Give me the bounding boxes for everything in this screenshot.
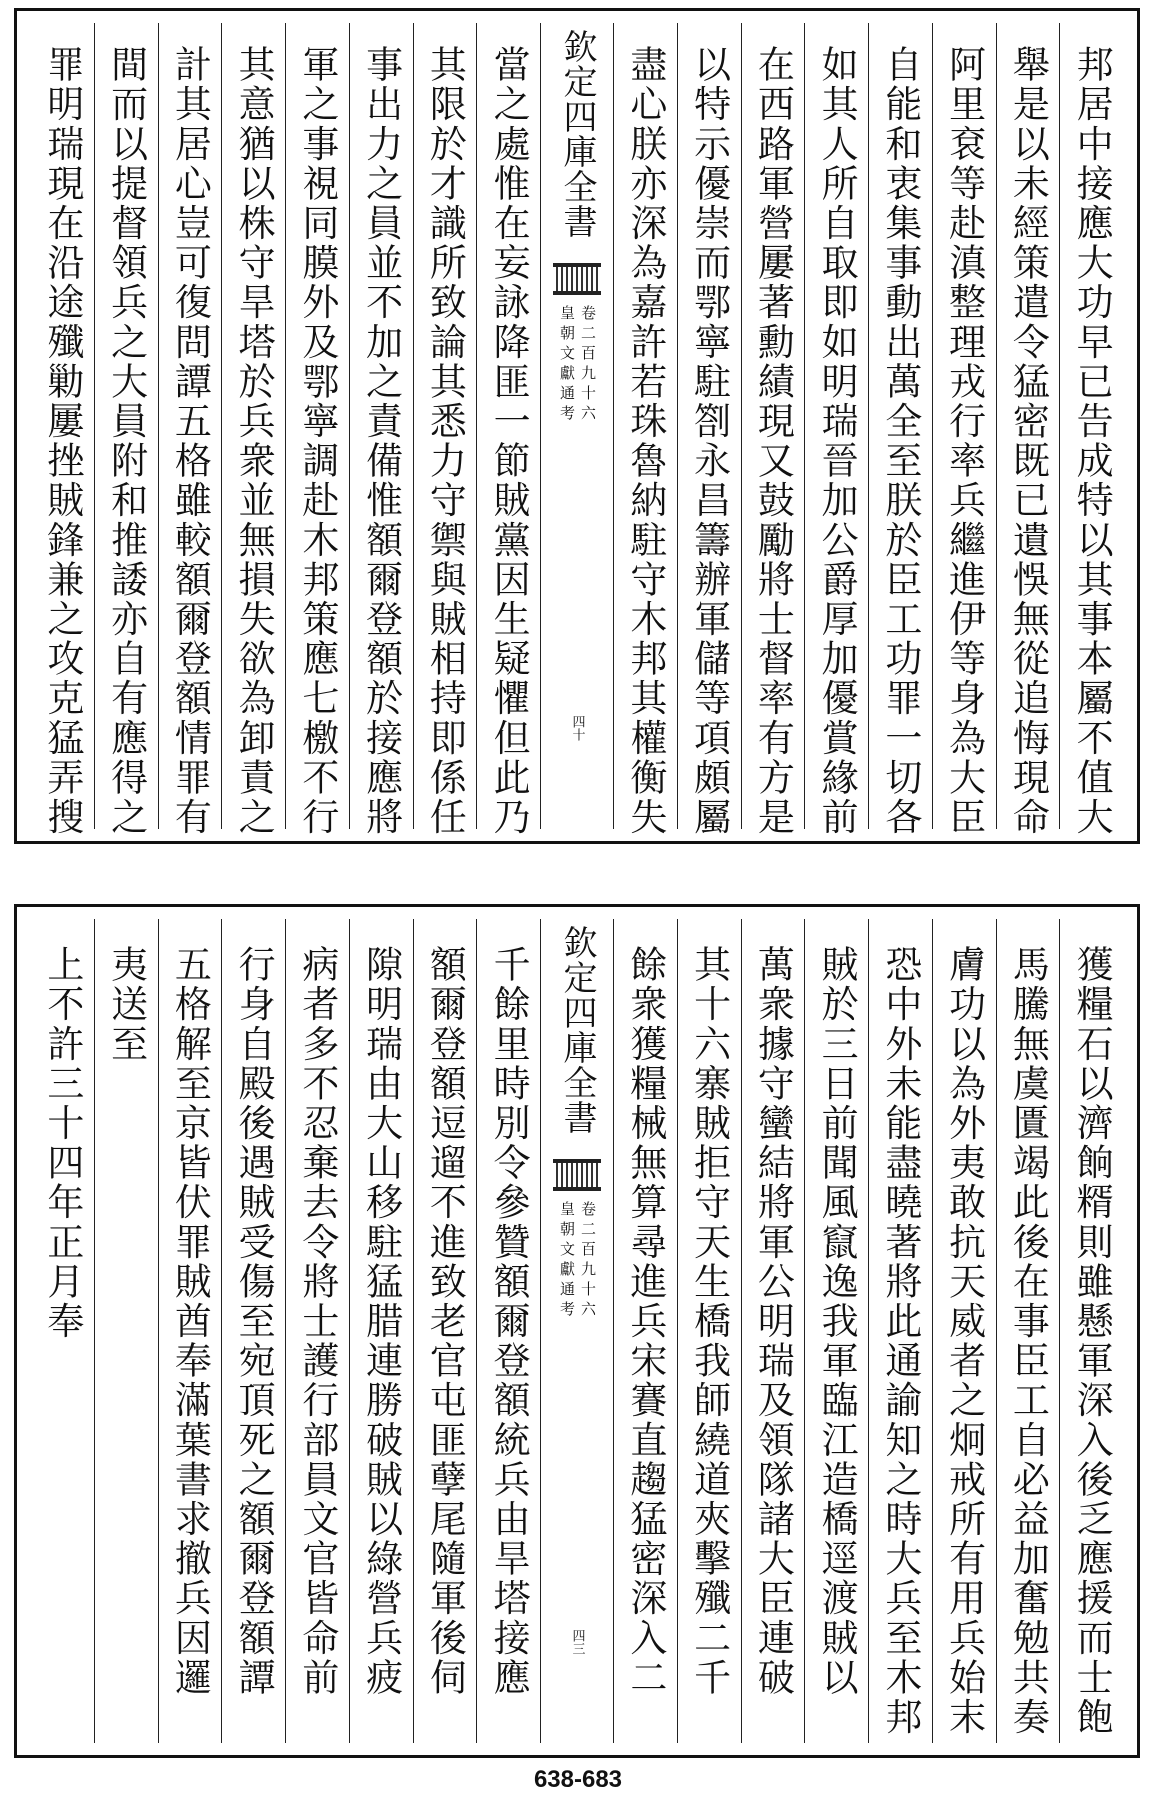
column-text: 夷送至	[104, 945, 148, 1064]
text-column	[221, 919, 285, 1743]
text-column	[1059, 23, 1123, 837]
text-column	[476, 919, 540, 1743]
fishtail-mark-icon	[553, 1159, 601, 1191]
center-fold	[540, 919, 613, 1743]
column-text: 盡心朕亦深為嘉許若珠魯納駐守木邦其權衡失	[623, 45, 667, 837]
text-column	[349, 23, 413, 837]
column-text: 軍之事視同膜外及鄂寧調赴木邦策應七檄不行	[295, 45, 339, 837]
column-text: 以特示優崇而鄂寧駐劄永昌籌辦軍儲等項頗屬	[687, 45, 731, 837]
book-title: 皇朝文獻通考	[558, 1201, 576, 1321]
column-text: 賊於三日前聞風竄逸我軍臨江造橋逕渡賊以	[815, 945, 859, 1698]
text-column	[996, 919, 1060, 1743]
text-column	[476, 23, 540, 837]
text-column	[868, 919, 932, 1743]
column-text: 舉是以未經策遣令猛密既已遺悞無從追悔現命	[1006, 45, 1050, 837]
upper-page-columns	[31, 23, 1123, 837]
lower-page	[14, 904, 1140, 1758]
column-text: 病者多不忍棄去令將士護行部員文官皆命前	[295, 945, 339, 1698]
text-column	[31, 919, 94, 1743]
center-fold	[540, 23, 613, 829]
book-series-title: 欽定四庫全書	[557, 29, 597, 239]
column-text: 事出力之員並不加之責備惟額爾登額於接應將	[359, 45, 403, 837]
column-text: 膚功以為外夷敢抗天威者之炯戒所有用兵始末	[942, 945, 986, 1737]
text-column	[285, 919, 349, 1743]
text-column	[868, 23, 932, 837]
column-text: 阿里袞等赴滇整理戎行率兵繼進伊等身為大臣	[942, 45, 986, 837]
column-text: 上不許三十四年正月奉	[40, 945, 84, 1341]
text-column	[804, 919, 868, 1743]
upper-page	[14, 8, 1140, 844]
column-text: 間而以提督領兵之大員附和推諉亦自有應得之	[104, 45, 148, 837]
column-text: 計其居心豈可復問譚五格雖較額爾登額情罪有	[168, 45, 212, 837]
column-text: 行身自殿後遇賊受傷至宛頂死之額爾登額譚	[232, 945, 276, 1698]
text-column	[413, 919, 477, 1743]
text-column	[613, 23, 677, 837]
column-text: 隙明瑞由大山移駐猛腊連勝破賊以綠營兵疲	[359, 945, 403, 1698]
column-text: 千餘里時別令參贊額爾登額統兵由旱塔接應	[487, 945, 531, 1698]
column-text: 恐中外未能盡曉著將此通諭知之時大兵至木邦	[878, 945, 922, 1737]
text-column	[285, 23, 349, 837]
text-column	[1059, 919, 1123, 1743]
column-text: 五格解至京皆伏罪賊酋奉滿葉書求撤兵因邏	[168, 945, 212, 1698]
text-column	[413, 23, 477, 837]
text-column	[158, 23, 222, 837]
column-text: 如其人所自取即如明瑞晉加公爵厚加優賞緣前	[815, 45, 859, 837]
column-text: 當之處惟在妄詠降匪一節賊黨因生疑懼但此乃	[487, 45, 531, 837]
text-column	[804, 23, 868, 837]
text-column	[677, 919, 741, 1743]
page-number: 638-683	[533, 1766, 623, 1793]
column-text: 額爾登額逗遛不進致老官屯匪孽尾隨軍後伺	[423, 945, 467, 1698]
text-column	[158, 919, 222, 1743]
fishtail-mark-icon	[553, 263, 601, 295]
text-column	[221, 23, 285, 837]
text-column	[349, 919, 413, 1743]
text-column	[94, 23, 158, 837]
text-column	[613, 919, 677, 1743]
column-text: 邦居中接應大功早已告成特以其事本屬不值大	[1070, 45, 1114, 837]
column-text: 馬騰無虞匱竭此後在事臣工自必益加奮勉共奏	[1006, 945, 1050, 1737]
text-column	[677, 23, 741, 837]
column-text: 萬衆據守蠻結將軍公明瑞及領隊諸大臣連破	[751, 945, 795, 1698]
column-text: 罪明瑞現在沿途殲勦屢挫賊鋒兼之攻克猛弄搜	[40, 45, 84, 837]
column-text: 在西路軍營屢著勳績現又鼓勵將士督率有方是	[751, 45, 795, 837]
column-text: 自能和衷集事動出萬全至朕於臣工功罪一切各	[878, 45, 922, 837]
column-text: 其限於才識所致論其悉力守禦與賊相持即係任	[423, 45, 467, 837]
text-column	[94, 919, 158, 1743]
column-text: 餘衆獲糧械無算尋進兵宋賽直趨猛密深入二	[623, 945, 667, 1698]
text-column	[741, 23, 805, 837]
volume-number: 卷二百九十六	[579, 305, 597, 425]
leaf-number: 四十	[569, 715, 585, 741]
text-column	[996, 23, 1060, 837]
text-column	[932, 919, 996, 1743]
column-text: 其意猶以株守旱塔於兵衆並無損失欲為卸責之	[232, 45, 276, 837]
column-text: 獲糧石以濟餉糈則雖懸軍深入後乏應援而士飽	[1070, 945, 1114, 1737]
text-column	[932, 23, 996, 837]
leaf-number: 四三	[569, 1629, 585, 1655]
volume-number: 卷二百九十六	[579, 1201, 597, 1321]
book-title: 皇朝文獻通考	[558, 305, 576, 425]
text-column	[741, 919, 805, 1743]
lower-page-columns	[31, 919, 1123, 1743]
column-text: 其十六寨賊拒守天生橋我師繞道夾擊殲二千	[687, 945, 731, 1698]
book-series-title: 欽定四庫全書	[557, 925, 597, 1135]
text-column	[31, 23, 94, 837]
